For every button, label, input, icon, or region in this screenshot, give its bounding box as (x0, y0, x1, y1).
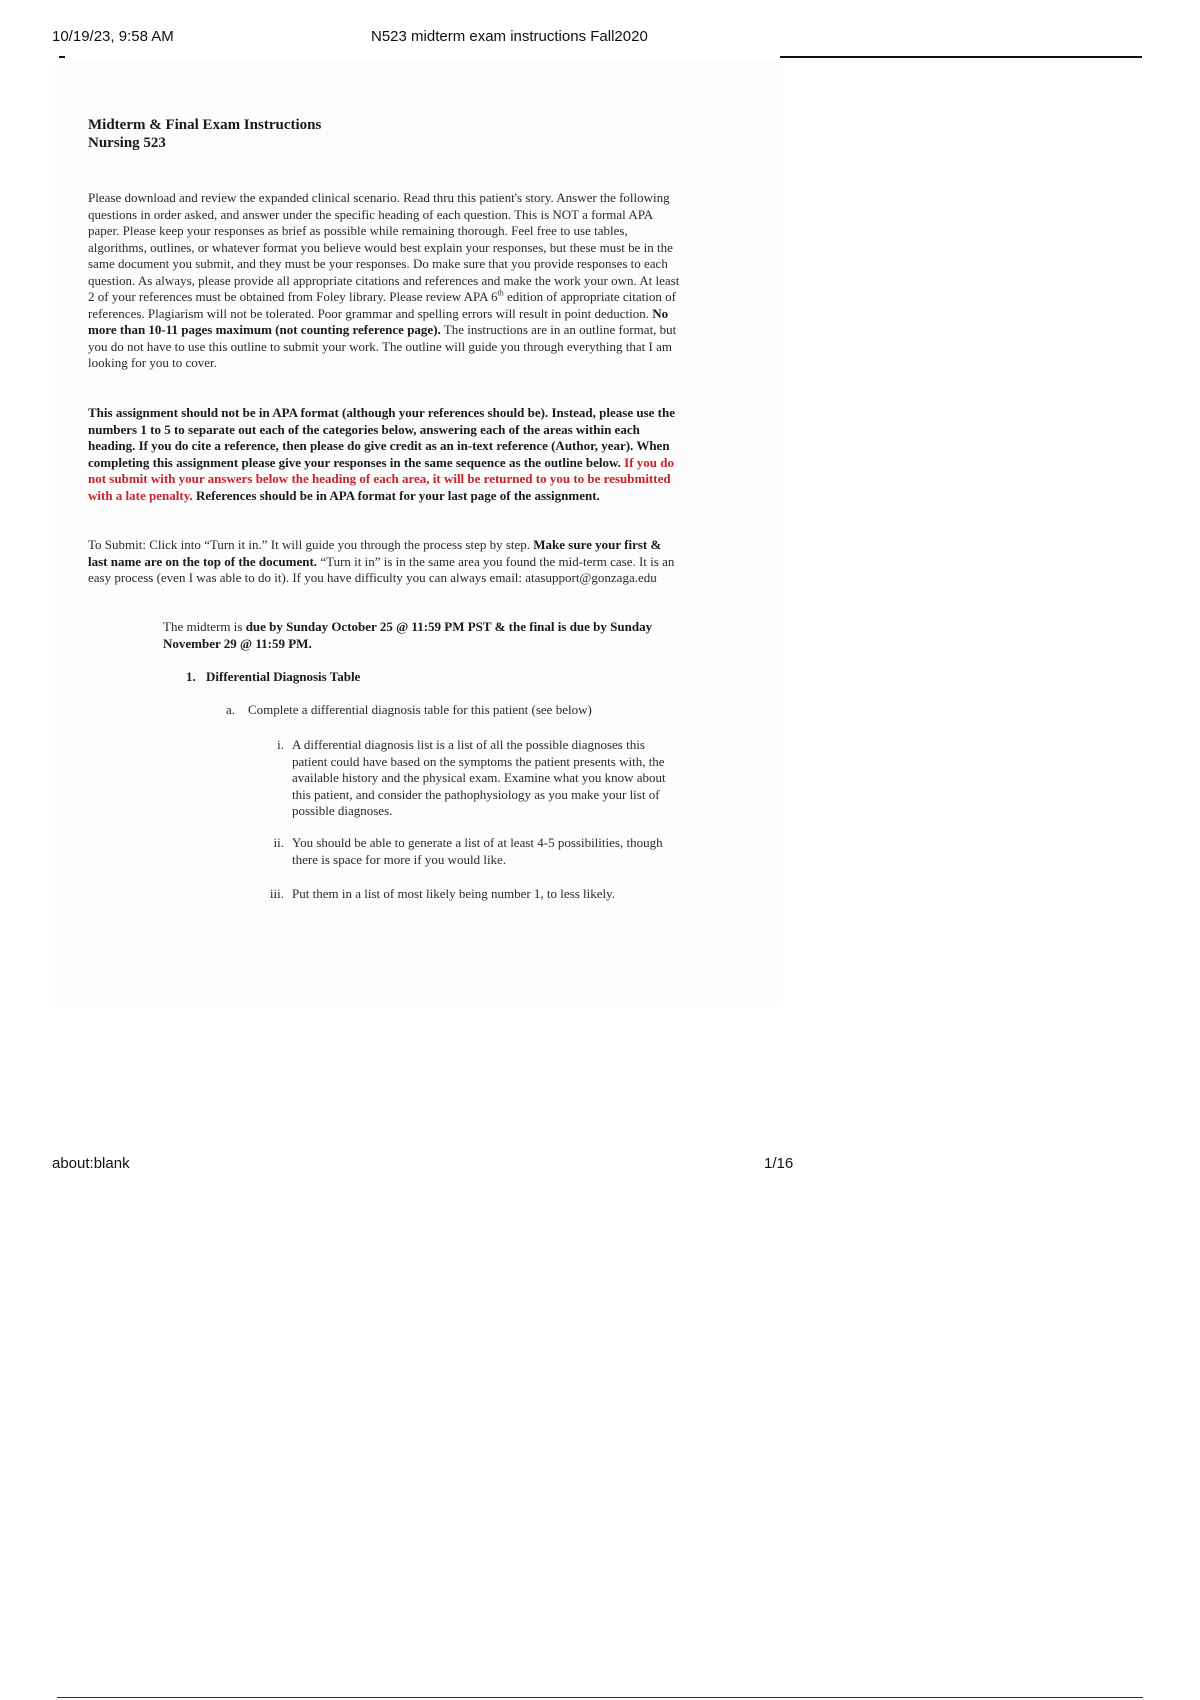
outline-item-iii (262, 886, 678, 903)
submit-name-note: Make sure your first & last name are on the top of the document. (88, 537, 662, 569)
document-title (88, 116, 321, 152)
title-line-2: Nursing 523 (88, 135, 166, 151)
item-a-marker: a. (226, 702, 236, 717)
submit-text-1: To Submit: Click into “Turn it in.” It will guide you through the process step by step. (88, 537, 534, 552)
intro-page-limit: No more than 10-11 pages maximum (not counting reference page). (88, 305, 669, 337)
intro-text-1: Please download and review the expanded clinical scenario. Read thru this patient's story. Answer the following questions in order asked, and answer under the specific heading of each question. This is NOT a formal APA paper. Please keep your responses as brief as possible while remaining thorough. Feel free to use tables, algorithms, outlines, or whatever format you believe would best explain your responses, but these must be in the same document you submit, and they must be your responses. Do make sure that you provide responses to each question. As always, please provide all appropriate citations and references and make the work your own. At least 2 of your references must be obtained from Foley library. Please review APA 6 (88, 190, 680, 304)
intro-superscript: th (497, 288, 504, 298)
print-page-number: 1/16 (764, 1155, 794, 1172)
intro-text-3: The instructions are in an outline format, but you do not have to use this outline to submit your work. The outline will guide you through everything that I am looking for you to cover. (88, 322, 677, 370)
item-a-text: Complete a differential diagnosis table for this patient (see below) (248, 702, 592, 717)
header-rule (780, 56, 1142, 58)
header-mark (59, 56, 65, 58)
format-text-2: References should be in APA format for your last page of the assignment. (192, 487, 600, 503)
print-header-title: N523 midterm exam instructions Fall2020 (371, 28, 648, 45)
intro-text-2: edition of appropriate citation of references. Plagiarism will not be tolerated. Poor grammar and spelling errors will result in point deduction. (88, 289, 676, 321)
section-label: Differential Diagnosis Table (206, 669, 361, 684)
format-warning: If you do not submit with your answers below the heading of each area, it will be returned to you to be resubmitted with a late penalty. (88, 454, 675, 503)
bottom-rule (57, 1697, 1143, 1698)
print-footer-url: about:blank (52, 1155, 130, 1172)
outline-item-i (262, 737, 678, 820)
submit-text-2: “Turn it in” is in the same area you found the mid-term case. It is an easy process (even I was able to do it). If you have difficulty you can always email: atasupport@gonzaga.edu (88, 553, 675, 585)
item-iii-marker: iii. (269, 886, 284, 901)
item-i-marker: i. (277, 737, 284, 752)
outline-item-a (226, 702, 592, 719)
item-ii-marker: ii. (273, 835, 284, 850)
item-iii-text: Put them in a list of most likely being number 1, to less likely. (292, 886, 616, 901)
format-paragraph (88, 405, 680, 504)
due-date-paragraph (163, 619, 678, 652)
due-dates: due by Sunday October 25 @ 11:59 PM PST & the final is due by Sunday November 29 @ 11:59 PM. (163, 619, 653, 651)
intro-paragraph (88, 190, 680, 372)
outline-item-ii (262, 835, 678, 868)
format-text: This assignment should not be in APA format (although your references should be). Instead, please use the numbers 1 to 5 to separate out each of the categories below, answering each of the areas within each heading. If you do cite a reference, then please do give credit as an in-text reference (Author, year). When completing this assignment please give your responses in the same sequence as the outline below. (88, 405, 675, 470)
due-text: The midterm is (163, 619, 246, 634)
section-number: 1. (186, 669, 196, 684)
submit-paragraph (88, 537, 680, 587)
section-heading (186, 669, 360, 686)
print-date: 10/19/23, 9:58 AM (52, 28, 174, 45)
item-i-text: A differential diagnosis list is a list of all the possible diagnoses this patient could have based on the symptoms the patient presents with, the available history and the physical exam. Examine what you know about this patient, and consider the pathophysiology as you make your list of possible diagnoses. (292, 737, 666, 818)
title-line-1: Midterm & Final Exam Instructions (88, 117, 322, 133)
item-ii-text: You should be able to generate a list of at least 4-5 possibilities, though there is space for more if you would like. (292, 835, 663, 867)
